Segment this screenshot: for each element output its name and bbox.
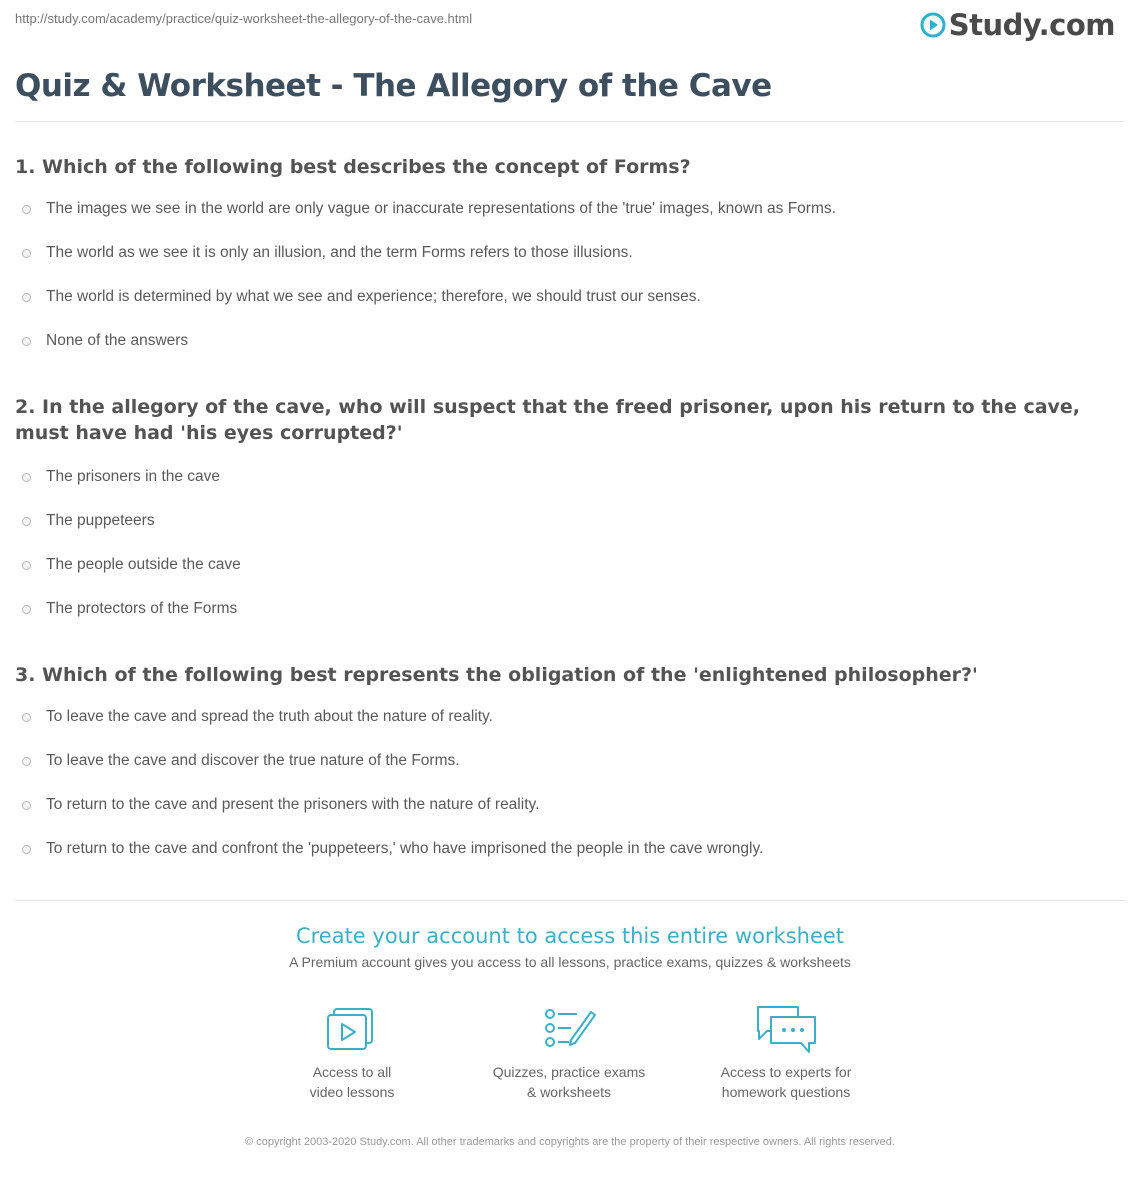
question-1: 1. Which of the following best describes the concept of Forms? bbox=[15, 156, 691, 178]
cta-title[interactable]: Create your account to access this entire worksheet bbox=[295, 924, 845, 948]
radio-button[interactable] bbox=[22, 713, 31, 722]
page-url: http://study.com/academy/practice/quiz-worksheet-the-allegory-of-the-cave.html bbox=[15, 11, 473, 26]
feature-label: Access to all video lessons bbox=[309, 1064, 395, 1100]
answer-label: The world as we see it is only an illusion, and the term Forms refers to those illusions. bbox=[46, 244, 633, 261]
feature-label: Quizzes, practice exams & worksheets bbox=[492, 1064, 646, 1100]
answer-option[interactable] bbox=[22, 244, 633, 262]
feature-quizzes bbox=[469, 1004, 669, 1102]
feature-video-lessons bbox=[252, 1004, 452, 1102]
radio-button[interactable] bbox=[22, 249, 31, 258]
radio-button[interactable] bbox=[22, 293, 31, 302]
video-icon bbox=[324, 1004, 380, 1054]
radio-button[interactable] bbox=[22, 473, 31, 482]
feature-label: Access to experts for homework questions bbox=[720, 1064, 852, 1100]
page-title: Quiz & Worksheet - The Allegory of the Cave bbox=[15, 68, 772, 104]
feature-experts bbox=[686, 1004, 886, 1102]
answer-option[interactable] bbox=[22, 796, 539, 814]
answer-label: To leave the cave and spread the truth about the nature of reality. bbox=[46, 708, 493, 725]
chat-bubbles-icon bbox=[753, 1004, 819, 1054]
answer-option[interactable] bbox=[22, 288, 701, 306]
cta-divider bbox=[15, 900, 1125, 901]
answer-label: The images we see in the world are only vague or inaccurate representations of the 'true' images, known as Forms. bbox=[46, 200, 836, 217]
radio-button[interactable] bbox=[22, 337, 31, 346]
answer-label: The world is determined by what we see and experience; therefore, we should trust our senses. bbox=[46, 288, 701, 305]
study-logo[interactable] bbox=[920, 8, 1115, 42]
answer-option[interactable] bbox=[22, 752, 460, 770]
radio-button[interactable] bbox=[22, 561, 31, 570]
play-icon bbox=[920, 12, 946, 38]
cta-subtitle: A Premium account gives you access to all lessons, practice exams, quizzes & worksheets bbox=[289, 954, 851, 970]
answer-label: To return to the cave and present the prisoners with the nature of reality. bbox=[46, 796, 540, 813]
answer-label: To leave the cave and discover the true nature of the Forms. bbox=[46, 752, 460, 769]
answer-label: None of the answers bbox=[46, 332, 189, 349]
question-3: 3. Which of the following best represents the obligation of the 'enlightened philosopher?' bbox=[15, 664, 978, 686]
answer-label: The people outside the cave bbox=[46, 556, 241, 573]
radio-button[interactable] bbox=[22, 605, 31, 614]
answer-option[interactable] bbox=[22, 840, 763, 858]
answer-option[interactable] bbox=[22, 556, 241, 574]
answer-label: The puppeteers bbox=[46, 512, 155, 529]
answer-option[interactable] bbox=[22, 332, 188, 350]
question-2: 2. In the allegory of the cave, who will suspect that the freed prisoner, upon his return to the cave, must have had 'his eyes corrupted?' bbox=[15, 396, 1081, 444]
answer-label: To return to the cave and confront the 'puppeteers,' who have imprisoned the people in the cave wrongly. bbox=[46, 840, 764, 857]
answer-option[interactable] bbox=[22, 512, 155, 530]
radio-button[interactable] bbox=[22, 845, 31, 854]
radio-button[interactable] bbox=[22, 205, 31, 214]
radio-button[interactable] bbox=[22, 757, 31, 766]
answer-label: The prisoners in the cave bbox=[46, 468, 221, 485]
answer-option[interactable] bbox=[22, 708, 493, 726]
quiz-list-icon bbox=[541, 1004, 597, 1054]
radio-button[interactable] bbox=[22, 801, 31, 810]
logo-text: Study.com bbox=[948, 8, 1115, 42]
answer-option[interactable] bbox=[22, 200, 836, 218]
answer-label: The protectors of the Forms bbox=[46, 600, 238, 617]
answer-option[interactable] bbox=[22, 468, 220, 486]
copyright-notice: © copyright 2003-2020 Study.com. All other trademarks and copyrights are the property of their respective owners. All rights reserved. bbox=[245, 1136, 895, 1148]
title-divider bbox=[15, 121, 1125, 122]
answer-option[interactable] bbox=[22, 600, 237, 618]
radio-button[interactable] bbox=[22, 517, 31, 526]
